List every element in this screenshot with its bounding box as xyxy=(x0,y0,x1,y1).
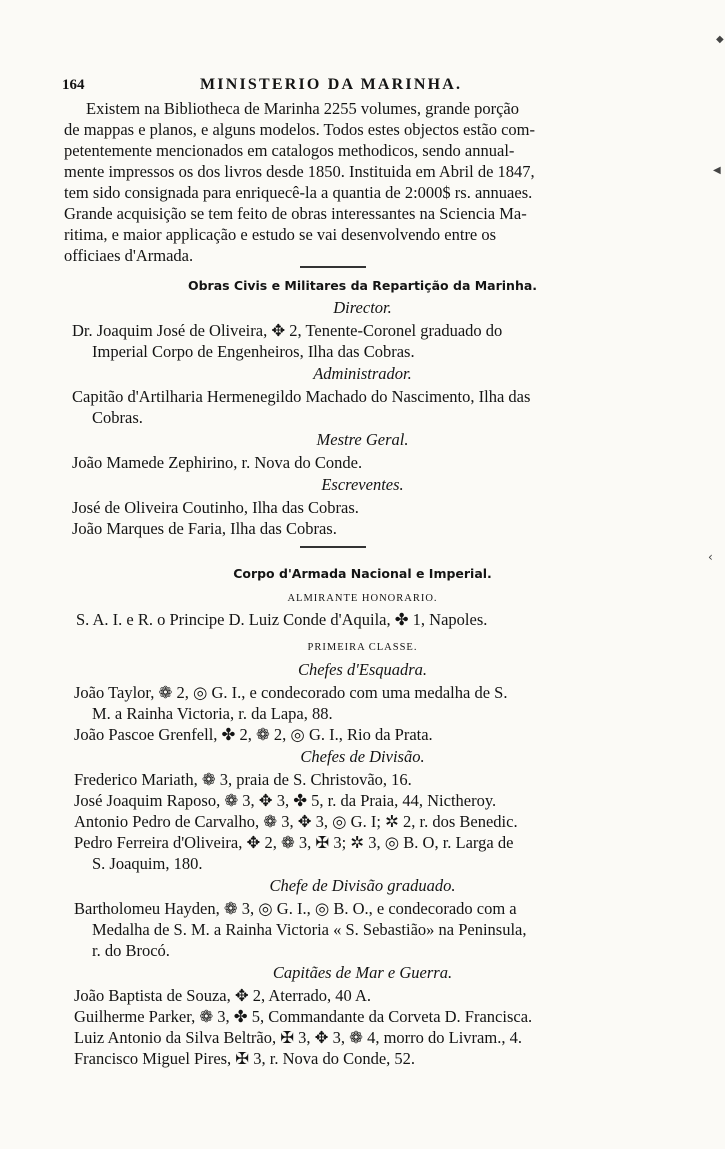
margin-mark: ◆ xyxy=(716,34,724,45)
subheading: Chefes d'Esquadra. xyxy=(297,660,428,679)
text-line: ritima, e maior applicação e estudo se vai desenvolvendo entre os xyxy=(64,225,497,244)
section-heading: Corpo d'Armada Nacional e Imperial. xyxy=(233,566,492,581)
margin-mark: ◀ xyxy=(713,165,721,176)
text-line: João Marques de Faria, Ilha das Cobras. xyxy=(72,519,337,538)
text-line: Capitão d'Artilharia Hermenegildo Machado do Nascimento, Ilha das xyxy=(72,387,531,406)
text-line: João Mamede Zephirino, r. Nova do Conde. xyxy=(72,453,363,472)
text-line: Dr. Joaquim José de Oliveira, ✥ 2, Tenente-Coronel graduado do xyxy=(72,321,503,340)
text-line: M. a Rainha Victoria, r. da Lapa, 88. xyxy=(92,704,333,723)
text-line: de mappas e planos, e alguns modelos. Todos estes objectos estão com- xyxy=(64,120,535,139)
text-line: João Taylor, ❁ 2, ◎ G. I., e condecorado com uma medalha de S. xyxy=(74,683,508,702)
text-line: r. do Brocó. xyxy=(92,941,170,960)
text-line: Medalha de S. M. a Rainha Victoria « S. Sebastião» na Peninsula, xyxy=(92,920,527,939)
margin-mark: ‹ xyxy=(708,550,713,564)
text-line: Bartholomeu Hayden, ❁ 3, ◎ G. I., ◎ B. O., e condecorado com a xyxy=(74,899,517,918)
text-line: Imperial Corpo de Engenheiros, Ilha das Cobras. xyxy=(92,342,415,361)
subheading: PRIMEIRA CLASSE. xyxy=(307,642,418,653)
text-line: Pedro Ferreira d'Oliveira, ✥ 2, ❁ 3, ✠ 3; ✲ 3, ◎ B. O, r. Larga de xyxy=(74,833,514,852)
subheading: Chefe de Divisão graduado. xyxy=(269,876,456,895)
text-line: petentemente mencionados em catalogos methodicos, sendo annual- xyxy=(64,141,515,160)
text-line: José de Oliveira Coutinho, Ilha das Cobras. xyxy=(72,498,359,517)
text-line: Frederico Mariath, ❁ 3, praia de S. Christovão, 16. xyxy=(74,770,412,789)
subheading: Director. xyxy=(333,298,392,317)
text-line: Grande acquisição se tem feito de obras interessantes na Sciencia Ma- xyxy=(64,204,527,223)
text-line: Guilherme Parker, ❁ 3, ✤ 5, Commandante da Corveta D. Francisca. xyxy=(74,1007,533,1026)
text-line: João Pascoe Grenfell, ✤ 2, ❁ 2, ◎ G. I., Rio da Prata. xyxy=(74,725,433,744)
subheading: Chefes de Divisão. xyxy=(300,747,425,766)
text-line: S. Joaquim, 180. xyxy=(92,854,203,873)
section-divider xyxy=(300,266,366,268)
text-line: Francisco Miguel Pires, ✠ 3, r. Nova do Conde, 52. xyxy=(74,1049,416,1068)
subheading: Escreventes. xyxy=(321,475,404,494)
text-line: Cobras. xyxy=(92,408,143,427)
text-line: officiaes d'Armada. xyxy=(64,246,194,265)
text-line: Luiz Antonio da Silva Beltrão, ✠ 3, ✥ 3, ❁ 4, morro do Livram., 4. xyxy=(74,1028,522,1047)
page-number: 164 xyxy=(62,77,85,93)
subheading: Mestre Geral. xyxy=(316,430,409,449)
text-line: João Baptista de Souza, ✥ 2, Aterrado, 40 A. xyxy=(74,986,372,1005)
text-line: Existem na Bibliotheca de Marinha 2255 volumes, grande porção xyxy=(86,99,520,118)
text-line: José Joaquim Raposo, ❁ 3, ✥ 3, ✤ 5, r. da Praia, 44, Nictheroy. xyxy=(74,791,497,810)
section-heading: Obras Civis e Militares da Repartição da Marinha. xyxy=(187,278,538,293)
section-divider xyxy=(300,546,366,548)
text-line: S. A. I. e R. o Principe D. Luiz Conde d'Aquila, ✤ 1, Napoles. xyxy=(76,610,488,629)
subheading: Administrador. xyxy=(313,364,412,383)
text-line: Antonio Pedro de Carvalho, ❁ 3, ✥ 3, ◎ G. I; ✲ 2, r. dos Benedic. xyxy=(74,812,518,831)
text-line: mente impressos os dos livros desde 1850. Instituida em Abril de 1847, xyxy=(64,162,535,181)
subheading: ALMIRANTE HONORARIO. xyxy=(287,593,438,604)
running-title: MINISTERIO DA MARINHA. xyxy=(200,76,463,93)
subheading: Capitães de Mar e Guerra. xyxy=(272,963,453,982)
text-line: tem sido consignada para enriquecê-la a quantia de 2:000$ rs. annuaes. xyxy=(64,183,533,202)
